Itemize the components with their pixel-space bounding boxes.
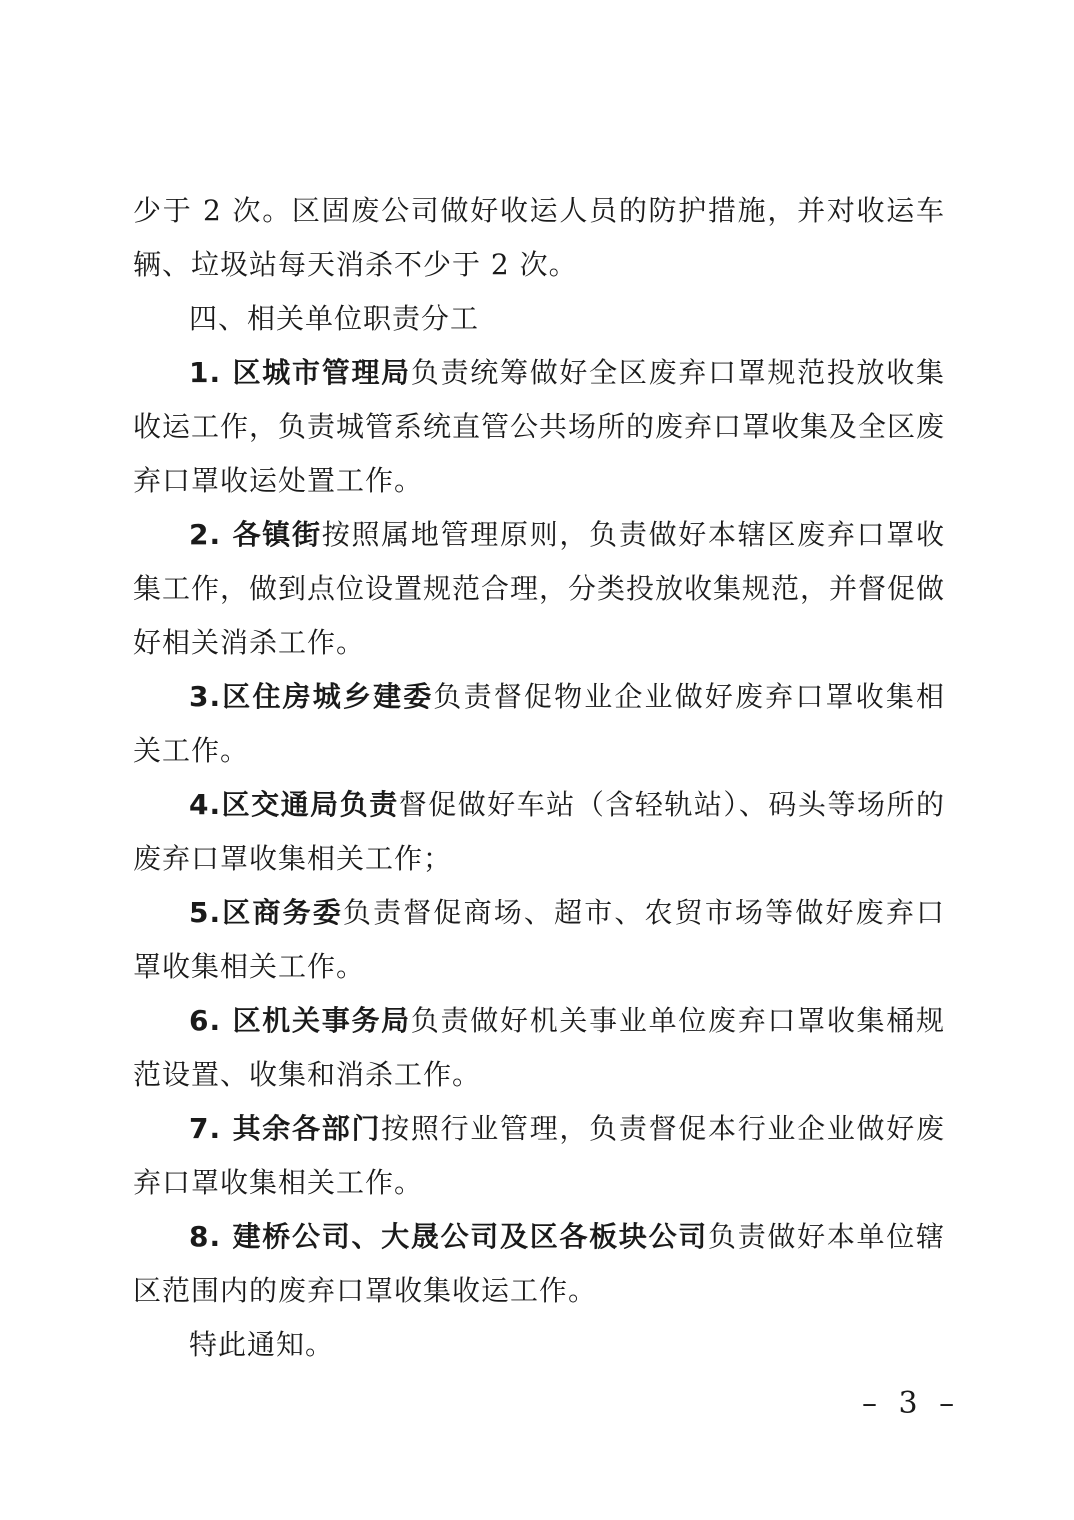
duty-item-2 bbox=[133, 508, 945, 670]
duty-item-5 bbox=[133, 886, 945, 994]
duty-item-number: 1. bbox=[189, 356, 233, 389]
duty-item-lead: 区商务委 bbox=[221, 896, 343, 929]
duty-item-text: 负责督促商场、超市、农贸市场等做好废弃口罩收集相关工作。 bbox=[133, 896, 945, 983]
duty-item-7 bbox=[133, 1102, 945, 1210]
duty-item-lead: 区城市管理局 bbox=[232, 356, 411, 389]
duty-item-lead: 区交通局负责 bbox=[221, 788, 399, 821]
duty-item-number: 7. bbox=[189, 1112, 233, 1145]
intro-paragraph: 少于 2 次。区固废公司做好收运人员的防护措施，并对收运车辆、垃圾站每天消杀不少于 2 次。 bbox=[133, 194, 945, 281]
duty-item-lead: 其余各部门 bbox=[232, 1112, 382, 1145]
duty-item-number: 8. bbox=[189, 1220, 233, 1253]
duty-item-lead: 各镇街 bbox=[232, 518, 322, 551]
duty-item-text: 督促做好车站（含轻轨站）、码头等场所的废弃口罩收集相关工作； bbox=[133, 788, 945, 875]
duty-item-3 bbox=[133, 670, 945, 778]
duty-item-text: 负责统筹做好全区废弃口罩规范投放收集收运工作，负责城管系统直管公共场所的废弃口罩收集及全区废弃口罩收运处置工作。 bbox=[133, 356, 946, 497]
duty-item-6 bbox=[133, 994, 945, 1102]
duty-item-text: 按照行业管理，负责督促本行业企业做好废弃口罩收集相关工作。 bbox=[133, 1112, 945, 1199]
duty-item-text: 负责做好本单位辖区范围内的废弃口罩收集收运工作。 bbox=[133, 1220, 945, 1307]
duty-item-8 bbox=[133, 1210, 945, 1318]
duty-item-number: 2. bbox=[189, 518, 233, 551]
duty-item-text: 按照属地管理原则，负责做好本辖区废弃口罩收集工作，做到点位设置规范合理，分类投放收集规范，并督促做好相关消杀工作。 bbox=[133, 518, 946, 659]
duty-item-number: 6. bbox=[189, 1004, 233, 1037]
section-heading: 四、相关单位职责分工 bbox=[189, 302, 480, 335]
duty-item-number: 3. bbox=[189, 680, 222, 713]
duty-item-number: 4. bbox=[189, 788, 222, 821]
duty-item-lead: 区住房城乡建委 bbox=[221, 680, 434, 713]
page-number: – 3 – bbox=[862, 1386, 961, 1421]
duty-item-number: 5. bbox=[189, 896, 222, 929]
duty-item-1 bbox=[133, 346, 945, 508]
document-body bbox=[133, 184, 945, 1372]
duty-item-4 bbox=[133, 778, 945, 886]
duty-item-lead: 建桥公司、大晟公司及区各板块公司 bbox=[232, 1220, 708, 1253]
closing-line: 特此通知。 bbox=[189, 1328, 335, 1361]
duty-item-lead: 区机关事务局 bbox=[232, 1004, 411, 1037]
duty-item-text: 负责做好机关事业单位废弃口罩收集桶规范设置、收集和消杀工作。 bbox=[133, 1004, 945, 1091]
duty-item-text: 负责督促物业企业做好废弃口罩收集相关工作。 bbox=[133, 680, 945, 767]
